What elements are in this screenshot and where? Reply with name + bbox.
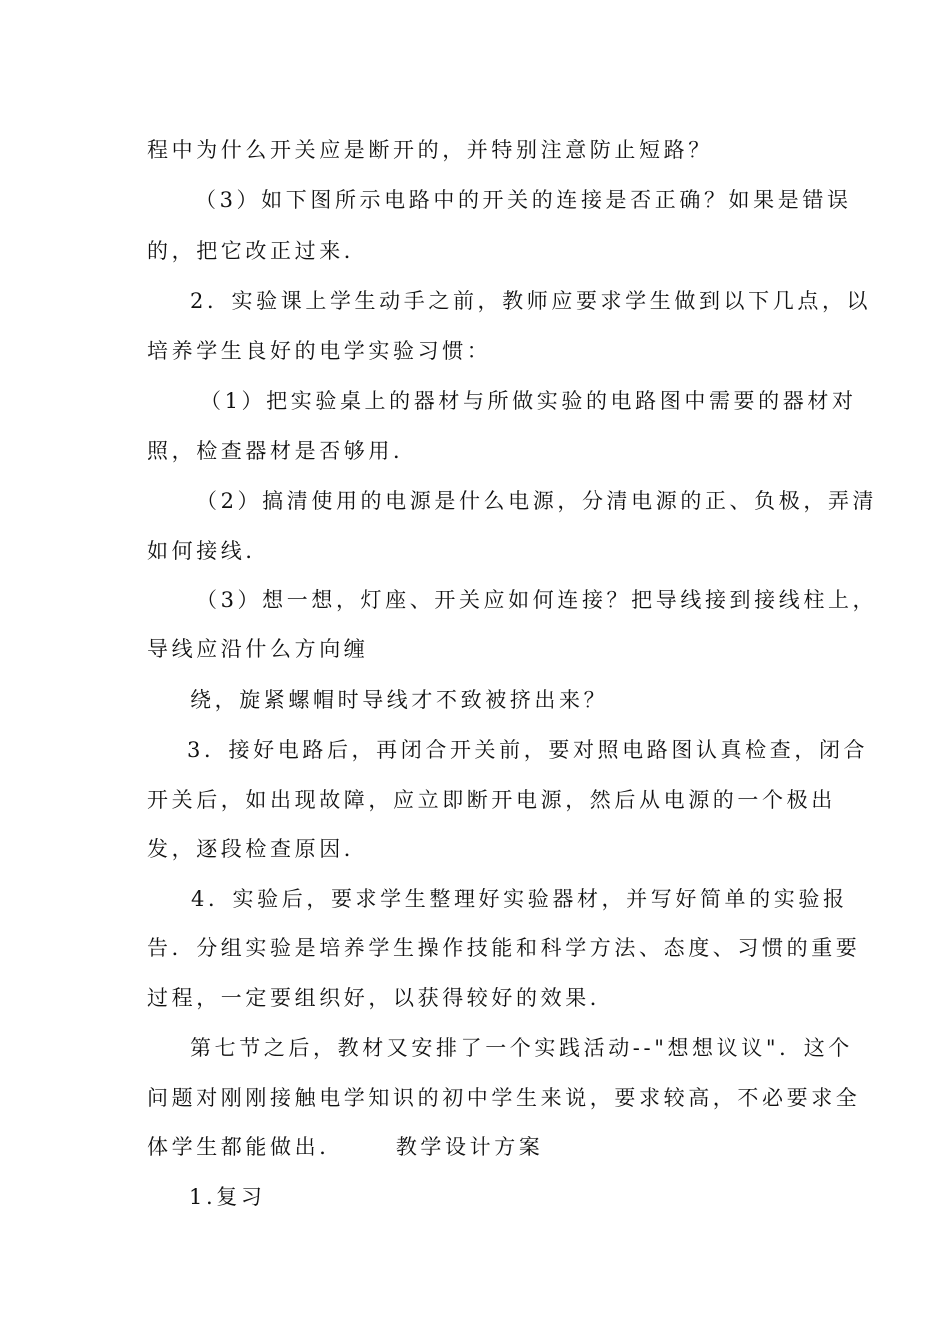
text-line: （3）想一想，灯座、开关应如何连接？把导线接到接线柱上， [196,588,878,612]
text-line: 体学生都能做出． [147,1135,344,1159]
text-line: 导线应沿什么方向缠 [147,637,369,661]
text-line: 培养学生良好的电学实验习惯： [147,339,492,363]
text-line: 的，把它改正过来． [147,239,369,263]
text-line: 绕，旋紧螺帽时导线才不致被挤出来？ [190,688,609,712]
text-line: （3）如下图所示电路中的开关的连接是否正确？如果是错误 [195,188,852,212]
text-line: （2）搞清使用的电源是什么电源，分清电源的正、负极，弄清 [196,489,878,513]
text-line: （1）把实验桌上的器材与所做实验的电路图中需要的器材对 [200,389,857,413]
text-line: 1.复习 [189,1185,266,1209]
text-line: 过程，一定要组织好，以获得较好的效果． [147,986,615,1010]
text-line-with-heading [147,1132,543,1162]
text-line: 照，检查器材是否够用． [147,439,418,463]
section-heading: 教学设计方案 [395,1135,544,1159]
text-line: 第七节之后，教材又安排了一个实践活动--"想想议议"．这个 [190,1036,853,1060]
text-line: 开关后，如出现故障，应立即断开电源，然后从电源的一个极出 [147,788,836,812]
text-line: 问题对刚刚接触电学知识的初中学生来说，要求较高，不必要求全 [147,1086,861,1110]
text-line: 如何接线． [147,539,270,563]
text-line: 3．接好电路后，再闭合开关前，要对照电路图认真检查，闭合 [187,738,869,762]
text-line: 发，逐段检查原因． [147,837,369,861]
text-line: 程中为什么开关应是断开的，并特别注意防止短路？ [147,138,713,162]
text-line: 2．实验课上学生动手之前，教师应要求学生做到以下几点，以 [190,289,872,313]
text-line: 4．实验后，要求学生整理好实验器材，并写好简单的实验报 [191,887,848,911]
text-line: 告．分组实验是培养学生操作技能和科学方法、态度、习惯的重要 [147,936,861,960]
